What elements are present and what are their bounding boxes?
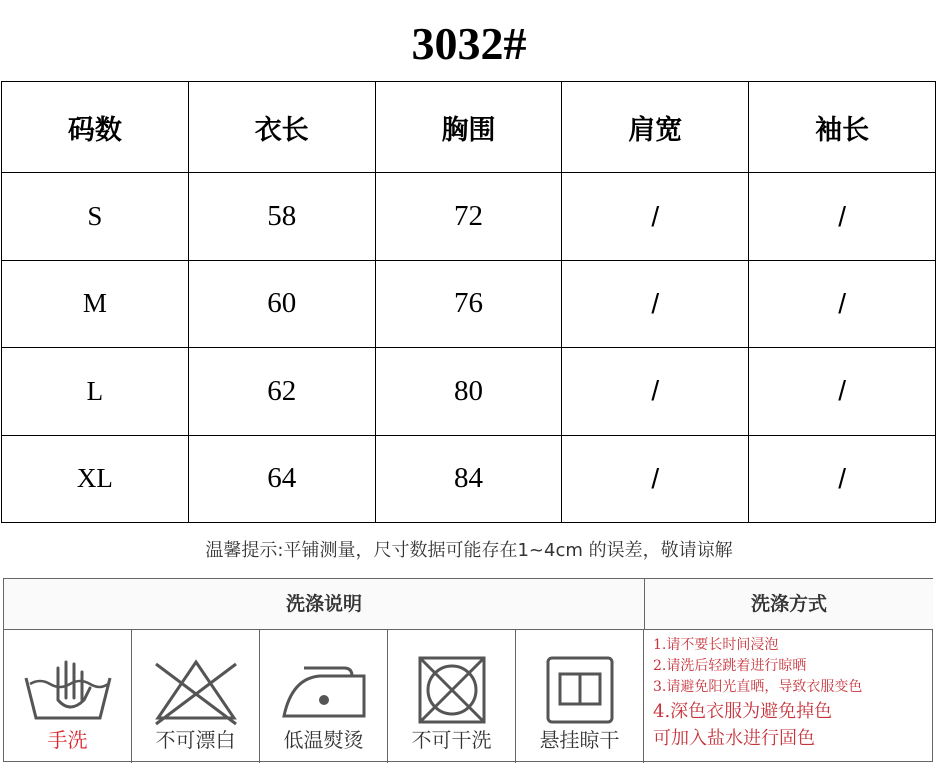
instruction-line: 2.请洗后轻跳着进行晾晒 <box>653 658 807 674</box>
length-cell: 62 <box>188 348 375 435</box>
shoulder-cell: / <box>562 348 749 435</box>
care-cell-hang-dry <box>516 630 644 763</box>
low-iron-icon <box>274 648 374 730</box>
table-row <box>2 348 936 435</box>
chest-cell: 84 <box>375 435 562 522</box>
wash-instructions <box>653 635 933 752</box>
size-cell: L <box>2 348 189 435</box>
no-dry-clean-icon <box>402 648 502 730</box>
size-cell: M <box>2 260 189 347</box>
chest-cell: 72 <box>375 173 562 260</box>
care-label: 悬挂晾干 <box>539 728 620 752</box>
hang-dry-icon <box>530 648 630 730</box>
size-cell: XL <box>2 435 189 522</box>
length-cell: 64 <box>188 435 375 522</box>
shoulder-cell: / <box>562 435 749 522</box>
sleeve-cell: / <box>749 173 936 260</box>
shoulder-cell: / <box>562 173 749 260</box>
care-cell-no-bleach <box>132 630 260 763</box>
header-size: 码数 <box>2 82 189 173</box>
size-chart-table <box>1 81 936 523</box>
no-bleach-icon <box>146 648 246 730</box>
care-label: 不可干洗 <box>411 728 492 752</box>
sleeve-cell: / <box>749 260 936 347</box>
instruction-line: 可加入盐水进行固色 <box>653 728 815 749</box>
chest-cell: 80 <box>375 348 562 435</box>
care-section-title: 洗涤说明 <box>4 579 645 630</box>
size-cell: S <box>2 173 189 260</box>
shoulder-cell: / <box>562 260 749 347</box>
instruction-line: 1.请不要长时间浸泡 <box>653 637 779 653</box>
product-code-title: 3032# <box>411 18 527 69</box>
care-label: 不可漂白 <box>155 728 236 752</box>
care-cell-low-iron <box>260 630 388 763</box>
chest-cell: 76 <box>375 260 562 347</box>
instruction-line: 4.深色衣服为避免掉色 <box>653 701 833 722</box>
measurement-note: 温馨提示:平铺测量，尺寸数据可能存在1~4cm 的误差，敬请谅解 <box>205 540 733 561</box>
length-cell: 60 <box>188 260 375 347</box>
instruction-line: 3.请避免阳光直晒，导致衣服变色 <box>653 679 863 695</box>
care-label: 低温熨烫 <box>283 728 364 752</box>
hand-wash-icon <box>18 648 118 730</box>
length-cell: 58 <box>188 173 375 260</box>
header-length: 衣长 <box>188 82 375 173</box>
table-row <box>2 260 936 347</box>
table-header-row <box>2 82 936 173</box>
care-cell-hand-wash <box>4 630 132 763</box>
care-label: 手洗 <box>47 728 88 752</box>
header-shoulder: 肩宽 <box>562 82 749 173</box>
sleeve-cell: / <box>749 435 936 522</box>
table-row <box>2 173 936 260</box>
care-instructions-panel <box>3 578 933 762</box>
care-cell-no-dry-clean <box>388 630 516 763</box>
wash-method-title: 洗涤方式 <box>645 579 933 630</box>
header-chest: 胸围 <box>375 82 562 173</box>
header-sleeve: 袖长 <box>749 82 936 173</box>
sleeve-cell: / <box>749 348 936 435</box>
table-row <box>2 435 936 522</box>
